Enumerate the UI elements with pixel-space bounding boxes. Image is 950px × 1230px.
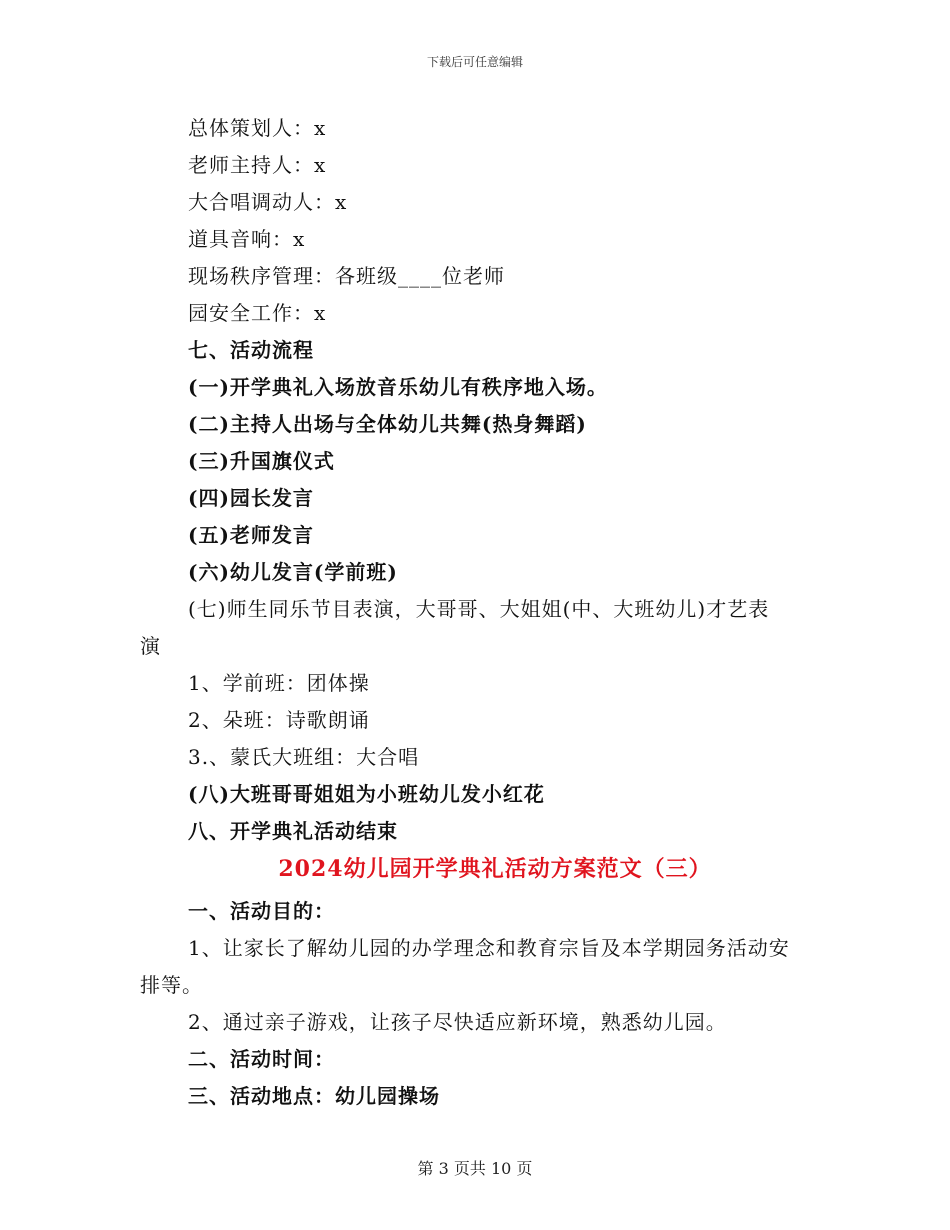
paragraph-line: 3.、蒙氏大班组：大合唱 <box>188 745 420 769</box>
heading-line: 七、活动流程 <box>188 338 314 362</box>
heading-line: (一)开学典礼入场放音乐幼儿有秩序地入场。 <box>188 375 608 399</box>
paragraph-line: 园安全工作：x <box>188 301 327 325</box>
paragraph-line: 现场秩序管理：各班级____位老师 <box>188 264 505 288</box>
paragraph-line: (七)师生同乐节目表演，大哥哥、大姐姐(中、大班幼儿)才艺表 <box>188 597 770 621</box>
heading-line: (二)主持人出场与全体幼儿共舞(热身舞蹈) <box>188 412 587 436</box>
heading-line: (八)大班哥哥姐姐为小班幼儿发小红花 <box>188 782 545 806</box>
heading-line: (五)老师发言 <box>188 523 314 547</box>
heading-line: (六)幼儿发言(学前班) <box>188 560 398 584</box>
paragraph-line: 总体策划人：x <box>188 116 327 140</box>
heading-line: (四)园长发言 <box>188 486 314 510</box>
paragraph-line: 老师主持人：x <box>188 153 327 177</box>
paragraph-line: 道具音响：x <box>188 227 306 251</box>
heading-line: 三、活动地点：幼儿园操场 <box>188 1084 440 1108</box>
paragraph-line: 1、让家长了解幼儿园的办学理念和教育宗旨及本学期园务活动安 <box>188 936 790 960</box>
heading-line: 二、活动时间： <box>188 1047 335 1071</box>
paragraph-line: 排等。 <box>140 973 203 997</box>
paragraph-line: 大合唱调动人：x <box>188 190 348 214</box>
paragraph-line: 1、学前班：团体操 <box>188 671 370 695</box>
section-title: 2024幼儿园开学典礼活动方案范文（三） <box>278 856 712 882</box>
paragraph-line: 2、朵班：诗歌朗诵 <box>188 708 370 732</box>
paragraph-line: 2、通过亲子游戏，让孩子尽快适应新环境，熟悉幼儿园。 <box>188 1010 727 1034</box>
page-header: 下载后可任意编辑 <box>426 55 523 69</box>
heading-line: (三)升国旗仪式 <box>188 449 335 473</box>
page-footer: 第 3 页共 10 页 <box>417 1159 533 1178</box>
paragraph-line: 演 <box>140 634 161 658</box>
heading-line: 八、开学典礼活动结束 <box>188 819 398 843</box>
heading-line: 一、活动目的： <box>188 899 335 923</box>
